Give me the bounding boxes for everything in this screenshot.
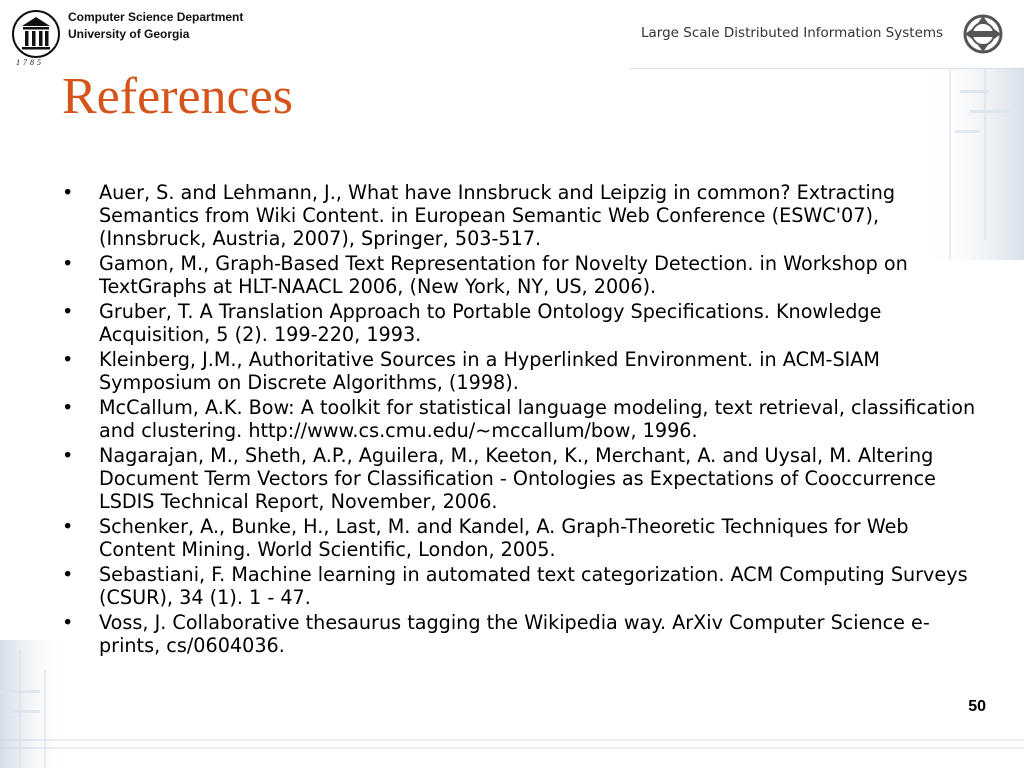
reference-item	[62, 181, 982, 250]
dept-line-2: University of Georgia	[68, 27, 190, 41]
dept-line-1: Computer Science Department	[68, 10, 244, 24]
bullet-icon: •	[62, 396, 74, 419]
reference-item	[62, 515, 982, 561]
reference-text: McCallum, A.K. Bow: A toolkit for statistical language modeling, text retrieval, classification and clustering. http://www.cs.cmu.edu/~mccallum/bow, 1996.	[99, 396, 976, 442]
university-header	[8, 6, 298, 68]
reference-item	[62, 444, 982, 513]
bullet-icon: •	[62, 181, 74, 204]
reference-text: Auer, S. and Lehmann, J., What have Innsbruck and Leipzig in common? Extracting Semantics from Wiki Content. in European Semantic Web Conference (ESWC'07), (Innsbruck, Austria, 2007), Springer, 503-517.	[99, 181, 896, 250]
reference-text: Sebastiani, F. Machine learning in automated text categorization. ACM Computing Surveys (CSUR), 34 (1). 1 - 47.	[99, 563, 968, 609]
logo-year: 1785	[16, 58, 44, 67]
department-name	[68, 9, 243, 43]
university-arch-icon	[8, 6, 68, 68]
bullet-icon: •	[62, 563, 74, 586]
reference-text: Gruber, T. A Translation Approach to Portable Ontology Specifications. Knowledge Acquisition, 5 (2). 199-220, 1993.	[99, 300, 882, 346]
page-number: 50	[968, 698, 986, 715]
bullet-icon: •	[62, 515, 74, 538]
lab-title: Large Scale Distributed Information Systems	[641, 25, 944, 41]
bullet-icon: •	[62, 444, 74, 467]
bullet-icon: •	[62, 300, 74, 323]
reference-text: Nagarajan, M., Sheth, A.P., Aguilera, M., Keeton, K., Merchant, A. and Uysal, M. Altering Document Term Vectors for Classification - Ontologies as Expectations of Cooccurrence LSDIS Technical Report, November, 2006.	[99, 444, 936, 513]
reference-text: Schenker, A., Bunke, H., Last, M. and Kandel, A. Graph-Theoretic Techniques for Web Content Mining. World Scientific, London, 2005.	[99, 515, 909, 561]
reference-text: Voss, J. Collaborative thesaurus tagging the Wikipedia way. ArXiv Computer Science e-prints, cs/0604036.	[99, 611, 930, 657]
reference-item	[62, 300, 982, 346]
bullet-icon: •	[62, 611, 74, 634]
reference-item	[62, 252, 982, 298]
bullet-icon: •	[62, 348, 74, 371]
reference-item	[62, 563, 982, 609]
lsdis-logo-icon	[963, 14, 1003, 54]
bullet-icon: •	[62, 252, 74, 275]
slide-title: References	[62, 68, 293, 125]
reference-list	[62, 181, 982, 659]
reference-text: Kleinberg, J.M., Authoritative Sources in a Hyperlinked Environment. in ACM-SIAM Symposium on Discrete Algorithms, (1998).	[99, 348, 880, 394]
reference-item	[62, 396, 982, 442]
reference-item	[62, 348, 982, 394]
reference-text: Gamon, M., Graph-Based Text Representation for Novelty Detection. in Workshop on TextGraphs at HLT-NAACL 2006, (New York, NY, US, 2006).	[99, 252, 908, 298]
lab-header	[630, 0, 1024, 69]
reference-item	[62, 611, 982, 657]
